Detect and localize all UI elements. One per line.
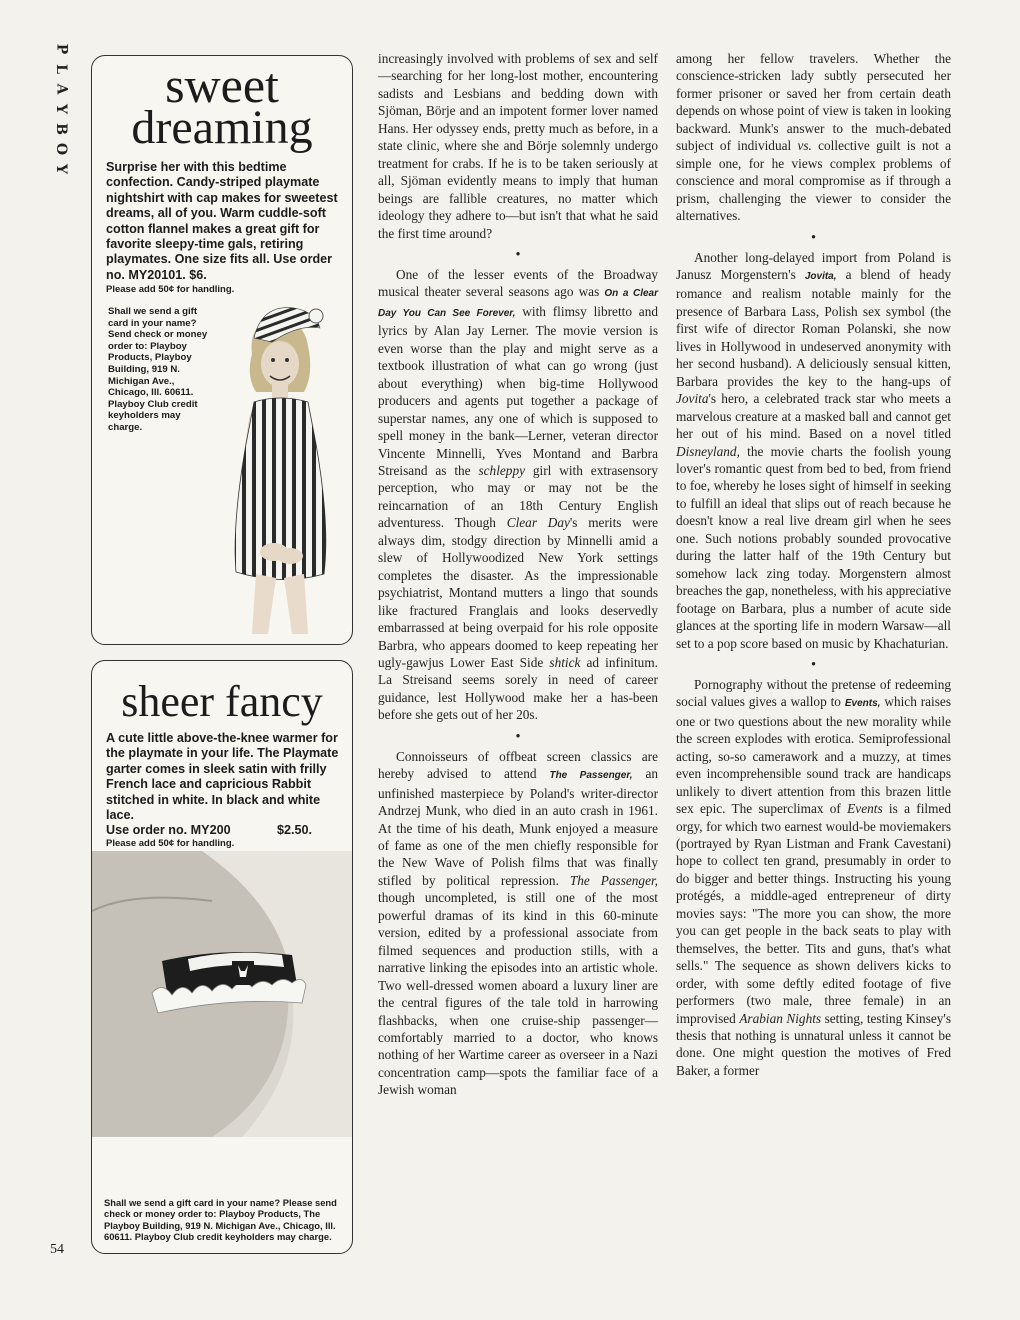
film-title: Events, [844, 698, 881, 710]
masthead-letter: Y [53, 164, 69, 174]
order-line [106, 823, 312, 837]
masthead-letter: B [53, 123, 69, 135]
ad-headline: dreaming [131, 101, 313, 154]
masthead-letter: A [53, 83, 69, 95]
ad-copy: Surprise her with this bedtime confection. Candy-striped playmate nightshirt with cap makes for sweetest dreams, all of you. Warm cuddle-soft cotton flannel makes a great gift for favorite sleepy-time gals, retiring playmates. One size fits all. Use order no. MY20101. $6. [106, 160, 338, 282]
gift-card-note: Shall we send a gift card in your name? Please send check or money order to: Playboy Products, The Playboy Building, 919 N. Michigan Ave., Chicago, Ill. 60611. Playboy Club credit keyholders may charge. [104, 1196, 337, 1243]
garter-photo [92, 851, 352, 1137]
film-title: On a Clear Day You Can See Forever, [378, 288, 658, 319]
article-column-left [378, 50, 658, 1099]
section-bullet: ● [515, 730, 521, 740]
ad-garter [91, 660, 353, 1254]
order-number: Use order no. MY200 [106, 823, 231, 838]
article-paragraph: among her fellow travelers. Whether the conscience-stricken lady subtly persecuted her former prisoner or saved her from certain death depends on whose point of view is taken in looking backward. Munk's answer to the much-debated subject of individual vs. collective guilt is not a simple one, for he views complex problems of conscience and moral compromise as if through a prism, challenging the viewer to consider the alternatives. [676, 51, 951, 224]
masthead-letter: L [53, 64, 69, 74]
article-paragraph: Another long-delayed import from Poland is Janusz Morgenstern's Jovita, a blend of heady romance and realism notable mainly for the presence of Barbara Lass, Polish sex symbol (the first wife of director Roman Polanski, she now lives in Hollywood in undeserved anonymity with her second husband). A deliciously sensual kitten, Barbara provides the key to the hang-ups of Jovita's hero, a celebrated track star who meets a marvelous creature at a masked ball and cannot get her out of his mind. Based on a novel titled Disneyland, the movie charts the foolish young lover's romantic quest from bed to bed, from friend to foe, whereby he loses sight of himself in seeking to fulfill an ideal that slips out of reach because he doesn't know a real live dream girl when he sees one. Such notions probably sounded provocative during the latter half of the 19th Century but somehow lack zing today. Morgenstern almost breaches the gap, nonetheless, with his appreciative footage on Barbara, plus a number of acute side glances at the sporting life in modern Warsaw—all set to a pop score based on music by Khachaturian. [676, 249, 952, 651]
ad-headline: sweet [165, 57, 279, 113]
film-title: Arabian Nights [739, 1010, 822, 1026]
article-paragraph: Connoisseurs of offbeat screen classics are hereby advised to attend The Passenger, an unfinished masterpiece by Poland's writer-director Andrzej Munk, who died in an auto crash in 1961. At the time of his death, Munk enjoyed a measure of fame as one of the men chiefly responsible for the New Wave of Polish films that was finally stifled by political repression. The Passenger, though uncompleted, is still one of the most powerful dramas of its kind in this 60-minute version, edited by a professional associate from filmed sequences and production stills, with a narrative linking the episodes into an artistic whole. Two well-dressed women aboard a luxury liner are the central figures of the tale told in harrowing flashbacks, when one cruise-ship passenger—comfortably married to a doctor, who knows nothing of her Wartime career as overseer in a Nazi concentration camp—spots the familiar face of a Jewish woman [378, 748, 659, 1098]
book-title: Disneyland, [676, 443, 740, 459]
masthead-spine [50, 42, 72, 176]
ad-nightshirt [91, 55, 353, 645]
masthead-letter: O [52, 142, 69, 156]
masthead-letter: P [53, 43, 69, 55]
ad-copy: A cute little above-the-knee warmer for the playmate in your life. The Playmate garter comes in sleek satin with frilly French lace and capricious Rabbit stitched in white. In black and white lace. [106, 731, 339, 823]
model-photo-nightshirt [212, 294, 348, 639]
film-title: Clear Day [506, 515, 570, 531]
film-title: The Passenger, [569, 872, 658, 888]
ad-handling-note: Please add 50¢ for handling. [106, 838, 235, 850]
article-paragraph: Pornography without the pretense of redeeming social values gives a wallop to Events, which raises one or two questions about the new morality while the screen explodes with erotica. Semiprofessional acting, so-so camerawork and a muzzy, at times even incomprehensible sound track are handicaps unlikely to divert attention from this brazen little sex epic. The superclimax of Events is a filmed orgy, for which two earnest would-be moviemakers (portrayed by Ryan Listman and Frank Cavestani) hope to collect ten grand, presumably in order to do bigger and better things. Instructing his young protégés, a middle-aged entrepreneur of dirty movies says: "The more you can show, the more you can get people in the back seats to play with themselves, the better. Tits and guns, that's what sells." The sequence as shown delivers kicks to order, with some deftly edited footage of five performers (two male, three female) in an improvised Arabian Nights setting, testing Kinsey's thesis that nothing is unnatural unless it cannot be done. One might question the motives of Fred Baker, a former [676, 676, 952, 1078]
masthead-letter: Y [53, 104, 69, 114]
page-number: 54 [50, 1242, 64, 1257]
price: $2.50. [276, 823, 312, 838]
article-column-right [676, 50, 951, 1079]
gift-card-note: Shall we send a gift card in your name? Send check or money order to: Playboy Products, Playboy Building, 919 N. Michigan Ave., Chicago, Ill. 60611. Playboy Club credit keyholders may charge. [108, 306, 208, 433]
article-paragraph: One of the lesser events of the Broadway musical theater several seasons ago was On a Clear Day You Can See Forever, with flimsy libretto and lyrics by Alan Jay Lerner. The movie version is even worse than the play and might serve as a textbook illustration of what can go wrong (just about everything) when big-time Hollywood producers and agents put together a package of superstar names, any one of which is supposed to spell money in the bank—Lerner, veteran director Vincente Minnelli, Yves Montand and Barbra Streisand as the schleppy girl with extrasensory perception, who may or may not be the reincarnation of an 18th Century English adventuress. Though Clear Day's merits were always dim, stodgy direction by Minnelli amid a slew of Hollywoodized New York settings completes the disaster. As the impressionable psychiatrist, Montand mutters a lingo that sounds like fractured Franglais and looks deservedly embarrassed at being overpaid for his role opposite Barbra, who appears doomed to keep repeating her ugly-gawjus Lower East Side shtick ad infinitum. La Streisand seems sorely in need of career guidance, lest Hollywood make her a has-been before she gets out of her 20s. [378, 266, 659, 723]
film-title: The Passenger, [549, 770, 633, 782]
ad-handling-note: Please add 50¢ for handling. [106, 284, 235, 296]
section-bullet: ● [811, 231, 816, 241]
film-title: Jovita, [804, 270, 837, 282]
film-title: Events [847, 801, 883, 817]
ad-headline: sheer fancy [121, 677, 323, 726]
article-paragraph: increasingly involved with problems of sex and self—searching for her long-lost mother, encountering sadists and Lesbians and bedding down with Sjöman, Börje and an impotent former lover named Hans. Her odyssey ends, pretty much as before, in a state clinic, where she and Börje solemnly undergo treatment for crabs. If he is to be taken seriously at all, Sjöman evidently means to imply that human beings are fallible creatures, no matter which ideology they adhere to—but isn't that what he said the first time around? [378, 51, 658, 241]
section-bullet: ● [811, 658, 816, 668]
film-title: Jovita [676, 391, 709, 407]
section-bullet: ● [515, 248, 521, 258]
